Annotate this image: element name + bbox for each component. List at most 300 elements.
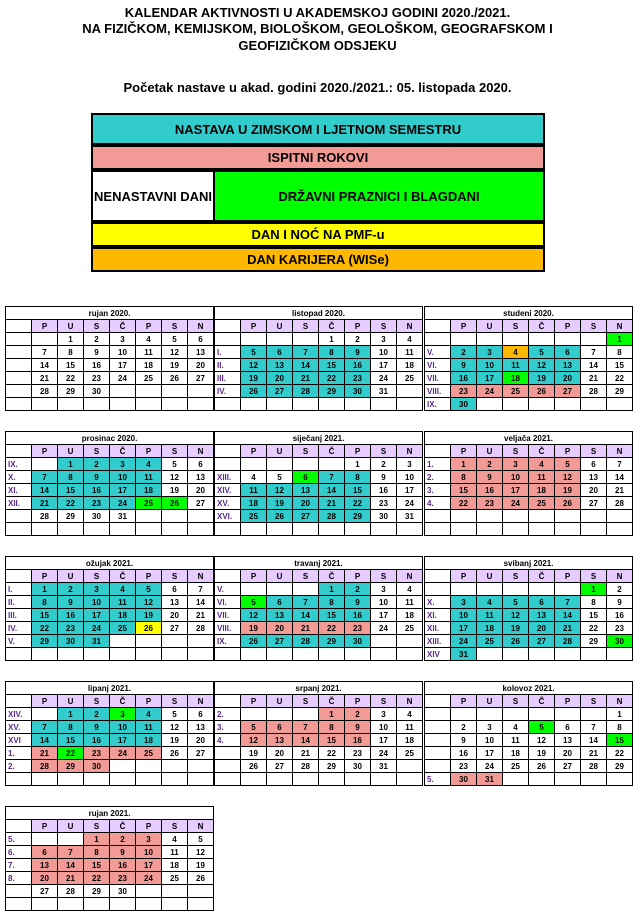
day-cell: 24 bbox=[397, 497, 423, 510]
day-cell: 24 bbox=[110, 497, 136, 510]
legend-day-night: DAN I NOĆ NA PMF-u bbox=[91, 222, 545, 247]
day-cell: 25 bbox=[503, 385, 529, 398]
day-cell: 2 bbox=[110, 833, 136, 846]
day-cell: 18 bbox=[397, 359, 423, 372]
day-cell: 19 bbox=[267, 497, 293, 510]
day-cell: 17 bbox=[371, 359, 397, 372]
week-row bbox=[215, 747, 423, 760]
day-cell: 7 bbox=[581, 346, 607, 359]
day-cell: 6 bbox=[267, 346, 293, 359]
day-cell: 27 bbox=[32, 885, 58, 898]
day-cell bbox=[136, 773, 162, 786]
legend-public-holidays: DRŽAVNI PRAZNICI I BLAGDANI bbox=[215, 172, 543, 220]
week-number: XIII. bbox=[215, 471, 241, 484]
day-cell: 9 bbox=[371, 471, 397, 484]
week-row bbox=[6, 846, 214, 859]
weekday-header: P bbox=[32, 445, 58, 458]
day-cell: 21 bbox=[188, 609, 214, 622]
day-cell: 28 bbox=[188, 622, 214, 635]
day-cell: 28 bbox=[319, 510, 345, 523]
day-cell bbox=[581, 773, 607, 786]
day-cell: 28 bbox=[293, 760, 319, 773]
weekday-header: U bbox=[477, 320, 503, 333]
day-cell bbox=[503, 333, 529, 346]
day-cell bbox=[32, 523, 58, 536]
day-cell bbox=[110, 898, 136, 911]
day-cell: 19 bbox=[555, 484, 581, 497]
week-number: VIII. bbox=[215, 622, 241, 635]
day-cell: 29 bbox=[345, 510, 371, 523]
weekday-header: N bbox=[188, 320, 214, 333]
day-cell: 25 bbox=[162, 872, 188, 885]
weekday-header: Č bbox=[529, 695, 555, 708]
day-cell bbox=[477, 583, 503, 596]
day-cell bbox=[529, 398, 555, 411]
day-cell bbox=[397, 773, 423, 786]
weekday-header: N bbox=[188, 695, 214, 708]
day-cell bbox=[581, 510, 607, 523]
day-cell: 26 bbox=[267, 510, 293, 523]
day-cell: 19 bbox=[162, 484, 188, 497]
week-row bbox=[425, 398, 633, 411]
day-cell: 9 bbox=[84, 346, 110, 359]
day-cell: 8 bbox=[607, 721, 633, 734]
day-cell bbox=[451, 583, 477, 596]
week-number bbox=[425, 523, 451, 536]
week-row bbox=[6, 773, 214, 786]
week-number: VII. bbox=[215, 609, 241, 622]
day-cell: 23 bbox=[110, 872, 136, 885]
day-cell: 15 bbox=[319, 359, 345, 372]
day-cell bbox=[110, 773, 136, 786]
day-cell: 17 bbox=[397, 484, 423, 497]
week-number: XVI. bbox=[215, 510, 241, 523]
day-cell: 29 bbox=[32, 635, 58, 648]
day-cell: 31 bbox=[371, 385, 397, 398]
day-cell: 19 bbox=[529, 747, 555, 760]
day-cell: 25 bbox=[397, 622, 423, 635]
week-row bbox=[215, 708, 423, 721]
day-cell bbox=[267, 523, 293, 536]
weekday-header: P bbox=[555, 320, 581, 333]
day-cell: 23 bbox=[345, 747, 371, 760]
day-cell: 6 bbox=[188, 458, 214, 471]
day-cell: 20 bbox=[267, 747, 293, 760]
weekday-header: P bbox=[451, 695, 477, 708]
weekday-header: U bbox=[477, 695, 503, 708]
day-cell: 20 bbox=[188, 484, 214, 497]
day-cell: 11 bbox=[136, 346, 162, 359]
day-cell bbox=[58, 773, 84, 786]
weekday-header: P bbox=[451, 445, 477, 458]
day-cell: 26 bbox=[241, 385, 267, 398]
day-cell: 8 bbox=[32, 596, 58, 609]
day-cell: 30 bbox=[345, 760, 371, 773]
day-cell bbox=[241, 648, 267, 661]
weekday-header: S bbox=[293, 570, 319, 583]
day-cell: 9 bbox=[84, 471, 110, 484]
day-cell: 11 bbox=[529, 471, 555, 484]
day-cell bbox=[241, 333, 267, 346]
week-number bbox=[425, 708, 451, 721]
week-row bbox=[215, 583, 423, 596]
day-cell bbox=[188, 760, 214, 773]
week-row bbox=[6, 708, 214, 721]
day-cell: 26 bbox=[162, 372, 188, 385]
day-cell bbox=[58, 898, 84, 911]
day-cell bbox=[581, 398, 607, 411]
day-cell: 6 bbox=[267, 596, 293, 609]
day-cell: 28 bbox=[58, 885, 84, 898]
day-cell: 11 bbox=[503, 734, 529, 747]
weekday-header: S bbox=[371, 320, 397, 333]
weekday-header: S bbox=[503, 570, 529, 583]
day-cell bbox=[32, 648, 58, 661]
day-cell: 12 bbox=[136, 596, 162, 609]
day-cell bbox=[477, 648, 503, 661]
day-cell bbox=[397, 635, 423, 648]
week-number: 5. bbox=[6, 833, 32, 846]
day-cell bbox=[136, 635, 162, 648]
weekday-header: S bbox=[84, 820, 110, 833]
day-cell bbox=[503, 648, 529, 661]
day-cell bbox=[293, 523, 319, 536]
day-cell: 28 bbox=[293, 385, 319, 398]
day-cell: 13 bbox=[162, 596, 188, 609]
week-row bbox=[425, 583, 633, 596]
day-cell: 16 bbox=[84, 359, 110, 372]
day-cell: 3 bbox=[110, 333, 136, 346]
day-cell: 22 bbox=[84, 872, 110, 885]
day-cell bbox=[581, 523, 607, 536]
day-cell bbox=[32, 458, 58, 471]
day-cell bbox=[371, 648, 397, 661]
day-cell: 2 bbox=[345, 583, 371, 596]
day-cell bbox=[293, 708, 319, 721]
day-cell: 2 bbox=[607, 583, 633, 596]
day-cell bbox=[371, 523, 397, 536]
day-cell: 5 bbox=[503, 596, 529, 609]
day-cell bbox=[555, 510, 581, 523]
day-cell bbox=[136, 523, 162, 536]
day-cell: 7 bbox=[32, 346, 58, 359]
weekday-header: U bbox=[267, 695, 293, 708]
day-cell: 26 bbox=[241, 760, 267, 773]
day-cell: 7 bbox=[293, 346, 319, 359]
weekday-header: S bbox=[293, 695, 319, 708]
week-number: I. bbox=[6, 583, 32, 596]
day-cell: 15 bbox=[345, 484, 371, 497]
day-cell bbox=[267, 583, 293, 596]
weekday-header: U bbox=[58, 445, 84, 458]
week-row bbox=[6, 484, 214, 497]
month-name: siječanj 2021. bbox=[215, 432, 423, 445]
day-cell: 3 bbox=[477, 346, 503, 359]
day-cell: 17 bbox=[371, 609, 397, 622]
month-name: ožujak 2021. bbox=[6, 557, 214, 570]
day-cell: 30 bbox=[84, 760, 110, 773]
day-cell: 18 bbox=[136, 734, 162, 747]
weekday-header: S bbox=[162, 320, 188, 333]
day-cell bbox=[84, 523, 110, 536]
day-cell bbox=[451, 333, 477, 346]
day-cell bbox=[345, 773, 371, 786]
day-cell bbox=[162, 760, 188, 773]
day-cell: 7 bbox=[293, 596, 319, 609]
day-cell: 26 bbox=[241, 635, 267, 648]
day-cell: 1 bbox=[84, 833, 110, 846]
day-cell: 12 bbox=[162, 471, 188, 484]
week-row bbox=[6, 734, 214, 747]
day-cell bbox=[267, 398, 293, 411]
day-cell: 18 bbox=[136, 484, 162, 497]
day-cell: 16 bbox=[84, 484, 110, 497]
day-cell bbox=[345, 523, 371, 536]
week-number bbox=[425, 583, 451, 596]
day-cell: 8 bbox=[607, 346, 633, 359]
day-cell: 20 bbox=[529, 622, 555, 635]
month-name: studeni 2020. bbox=[425, 307, 633, 320]
week-row bbox=[215, 773, 423, 786]
day-cell: 21 bbox=[32, 497, 58, 510]
day-cell: 27 bbox=[267, 760, 293, 773]
day-cell: 6 bbox=[293, 471, 319, 484]
week-number: XV. bbox=[6, 721, 32, 734]
week-number: VI. bbox=[425, 359, 451, 372]
week-number bbox=[6, 359, 32, 372]
day-cell bbox=[293, 398, 319, 411]
weekday-header: P bbox=[345, 570, 371, 583]
week-row bbox=[425, 635, 633, 648]
day-cell: 24 bbox=[451, 635, 477, 648]
weekday-header: S bbox=[581, 445, 607, 458]
day-cell bbox=[529, 648, 555, 661]
weekday-header: S bbox=[162, 695, 188, 708]
day-cell bbox=[84, 398, 110, 411]
week-number: XVI bbox=[6, 734, 32, 747]
weekday-header: U bbox=[58, 820, 84, 833]
weekday-header: N bbox=[188, 820, 214, 833]
week-number bbox=[215, 648, 241, 661]
day-cell: 3 bbox=[136, 833, 162, 846]
weekday-header: N bbox=[188, 445, 214, 458]
day-cell: 22 bbox=[451, 497, 477, 510]
month-calendar bbox=[214, 306, 423, 411]
day-cell: 14 bbox=[555, 609, 581, 622]
day-cell: 19 bbox=[529, 372, 555, 385]
week-number: IV. bbox=[215, 385, 241, 398]
weekday-header: Č bbox=[529, 570, 555, 583]
day-cell bbox=[58, 398, 84, 411]
week-number bbox=[6, 885, 32, 898]
day-cell: 19 bbox=[188, 859, 214, 872]
day-cell bbox=[607, 773, 633, 786]
week-row bbox=[425, 484, 633, 497]
day-cell: 14 bbox=[293, 609, 319, 622]
day-cell: 1 bbox=[319, 708, 345, 721]
day-cell: 29 bbox=[607, 385, 633, 398]
day-cell bbox=[162, 648, 188, 661]
day-cell: 27 bbox=[555, 760, 581, 773]
day-cell: 13 bbox=[188, 346, 214, 359]
week-row bbox=[425, 747, 633, 760]
title-line-3: GEOFIZIČKOM ODSJEKU bbox=[238, 38, 397, 53]
day-cell: 25 bbox=[136, 372, 162, 385]
day-cell: 23 bbox=[607, 622, 633, 635]
week-row bbox=[425, 458, 633, 471]
week-row bbox=[215, 609, 423, 622]
weekday-header: Č bbox=[319, 445, 345, 458]
week-row bbox=[215, 635, 423, 648]
day-cell: 10 bbox=[110, 721, 136, 734]
weekday-header: S bbox=[162, 445, 188, 458]
day-cell bbox=[188, 635, 214, 648]
weekday-header: N bbox=[607, 570, 633, 583]
weekday-header: P bbox=[555, 570, 581, 583]
start-date-text: Početak nastave u akad. godini 2020./2021.: 05. listopada 2020. bbox=[123, 80, 512, 95]
day-cell: 31 bbox=[84, 635, 110, 648]
month-calendar bbox=[424, 431, 633, 536]
day-cell bbox=[162, 773, 188, 786]
day-cell bbox=[371, 635, 397, 648]
day-cell: 6 bbox=[188, 708, 214, 721]
week-row bbox=[215, 596, 423, 609]
day-cell: 15 bbox=[451, 484, 477, 497]
day-cell: 25 bbox=[477, 635, 503, 648]
day-cell: 15 bbox=[58, 734, 84, 747]
month-name: rujan 2020. bbox=[6, 307, 214, 320]
day-cell: 10 bbox=[397, 471, 423, 484]
day-cell bbox=[477, 523, 503, 536]
week-row bbox=[425, 708, 633, 721]
day-cell: 1 bbox=[319, 333, 345, 346]
day-cell: 8 bbox=[319, 346, 345, 359]
week-number: V. bbox=[6, 635, 32, 648]
week-number: 8. bbox=[6, 872, 32, 885]
weekday-header: S bbox=[162, 820, 188, 833]
week-number: XI. bbox=[6, 484, 32, 497]
week-row bbox=[215, 760, 423, 773]
week-row bbox=[215, 458, 423, 471]
week-number bbox=[215, 773, 241, 786]
day-cell: 23 bbox=[58, 622, 84, 635]
day-cell: 11 bbox=[477, 609, 503, 622]
month-name: veljača 2021. bbox=[425, 432, 633, 445]
day-cell: 14 bbox=[581, 734, 607, 747]
weekday-header: P bbox=[241, 320, 267, 333]
day-cell: 15 bbox=[581, 609, 607, 622]
day-cell: 9 bbox=[345, 346, 371, 359]
weekday-header: S bbox=[581, 695, 607, 708]
day-cell bbox=[319, 458, 345, 471]
day-cell bbox=[32, 708, 58, 721]
day-cell bbox=[371, 773, 397, 786]
week-number: 2. bbox=[425, 471, 451, 484]
day-cell bbox=[84, 898, 110, 911]
day-cell: 13 bbox=[32, 859, 58, 872]
day-cell: 2 bbox=[451, 346, 477, 359]
week-number bbox=[425, 747, 451, 760]
day-cell: 14 bbox=[293, 359, 319, 372]
week-row bbox=[215, 333, 423, 346]
day-cell: 29 bbox=[84, 885, 110, 898]
day-cell: 30 bbox=[345, 385, 371, 398]
weekday-header: S bbox=[84, 695, 110, 708]
month-name: lipanj 2021. bbox=[6, 682, 214, 695]
day-cell: 18 bbox=[397, 609, 423, 622]
legend-non-teaching: NENASTAVNI DANI bbox=[93, 172, 215, 220]
day-cell: 5 bbox=[162, 333, 188, 346]
day-cell: 1 bbox=[451, 458, 477, 471]
week-number bbox=[425, 734, 451, 747]
day-cell: 22 bbox=[58, 747, 84, 760]
legend-teaching: NASTAVA U ZIMSKOM I LJETNOM SEMESTRU bbox=[91, 113, 545, 145]
day-cell: 2 bbox=[58, 583, 84, 596]
weekday-header: Č bbox=[319, 695, 345, 708]
day-cell: 18 bbox=[136, 359, 162, 372]
day-cell: 29 bbox=[607, 760, 633, 773]
day-cell bbox=[267, 333, 293, 346]
week-row bbox=[6, 385, 214, 398]
week-row bbox=[215, 510, 423, 523]
weekday-header: P bbox=[241, 445, 267, 458]
day-cell bbox=[503, 523, 529, 536]
day-cell bbox=[397, 648, 423, 661]
day-cell: 24 bbox=[371, 747, 397, 760]
day-cell bbox=[477, 708, 503, 721]
week-row bbox=[425, 721, 633, 734]
day-cell: 29 bbox=[58, 510, 84, 523]
day-cell bbox=[241, 458, 267, 471]
day-cell bbox=[136, 885, 162, 898]
day-cell: 27 bbox=[188, 747, 214, 760]
day-cell bbox=[84, 648, 110, 661]
day-cell: 22 bbox=[32, 622, 58, 635]
day-cell: 11 bbox=[110, 596, 136, 609]
day-cell: 15 bbox=[32, 609, 58, 622]
day-cell bbox=[110, 385, 136, 398]
week-number: XII. bbox=[425, 622, 451, 635]
day-cell bbox=[162, 385, 188, 398]
day-cell: 17 bbox=[110, 734, 136, 747]
day-cell: 2 bbox=[451, 721, 477, 734]
day-cell bbox=[110, 635, 136, 648]
day-cell bbox=[136, 385, 162, 398]
day-cell: 16 bbox=[371, 484, 397, 497]
day-cell: 5 bbox=[529, 721, 555, 734]
day-cell: 20 bbox=[162, 609, 188, 622]
day-cell bbox=[397, 760, 423, 773]
week-row bbox=[425, 596, 633, 609]
weekday-header: P bbox=[555, 445, 581, 458]
day-cell: 7 bbox=[32, 471, 58, 484]
day-cell bbox=[241, 583, 267, 596]
week-row bbox=[6, 497, 214, 510]
day-cell: 8 bbox=[581, 596, 607, 609]
day-cell bbox=[581, 333, 607, 346]
week-row bbox=[425, 372, 633, 385]
weekday-header: N bbox=[397, 570, 423, 583]
week-row bbox=[215, 346, 423, 359]
day-cell: 18 bbox=[397, 734, 423, 747]
day-cell: 26 bbox=[529, 760, 555, 773]
day-cell bbox=[136, 398, 162, 411]
day-cell: 13 bbox=[529, 609, 555, 622]
day-cell: 25 bbox=[503, 760, 529, 773]
day-cell: 14 bbox=[293, 734, 319, 747]
month-calendar bbox=[5, 431, 214, 536]
day-cell bbox=[110, 523, 136, 536]
